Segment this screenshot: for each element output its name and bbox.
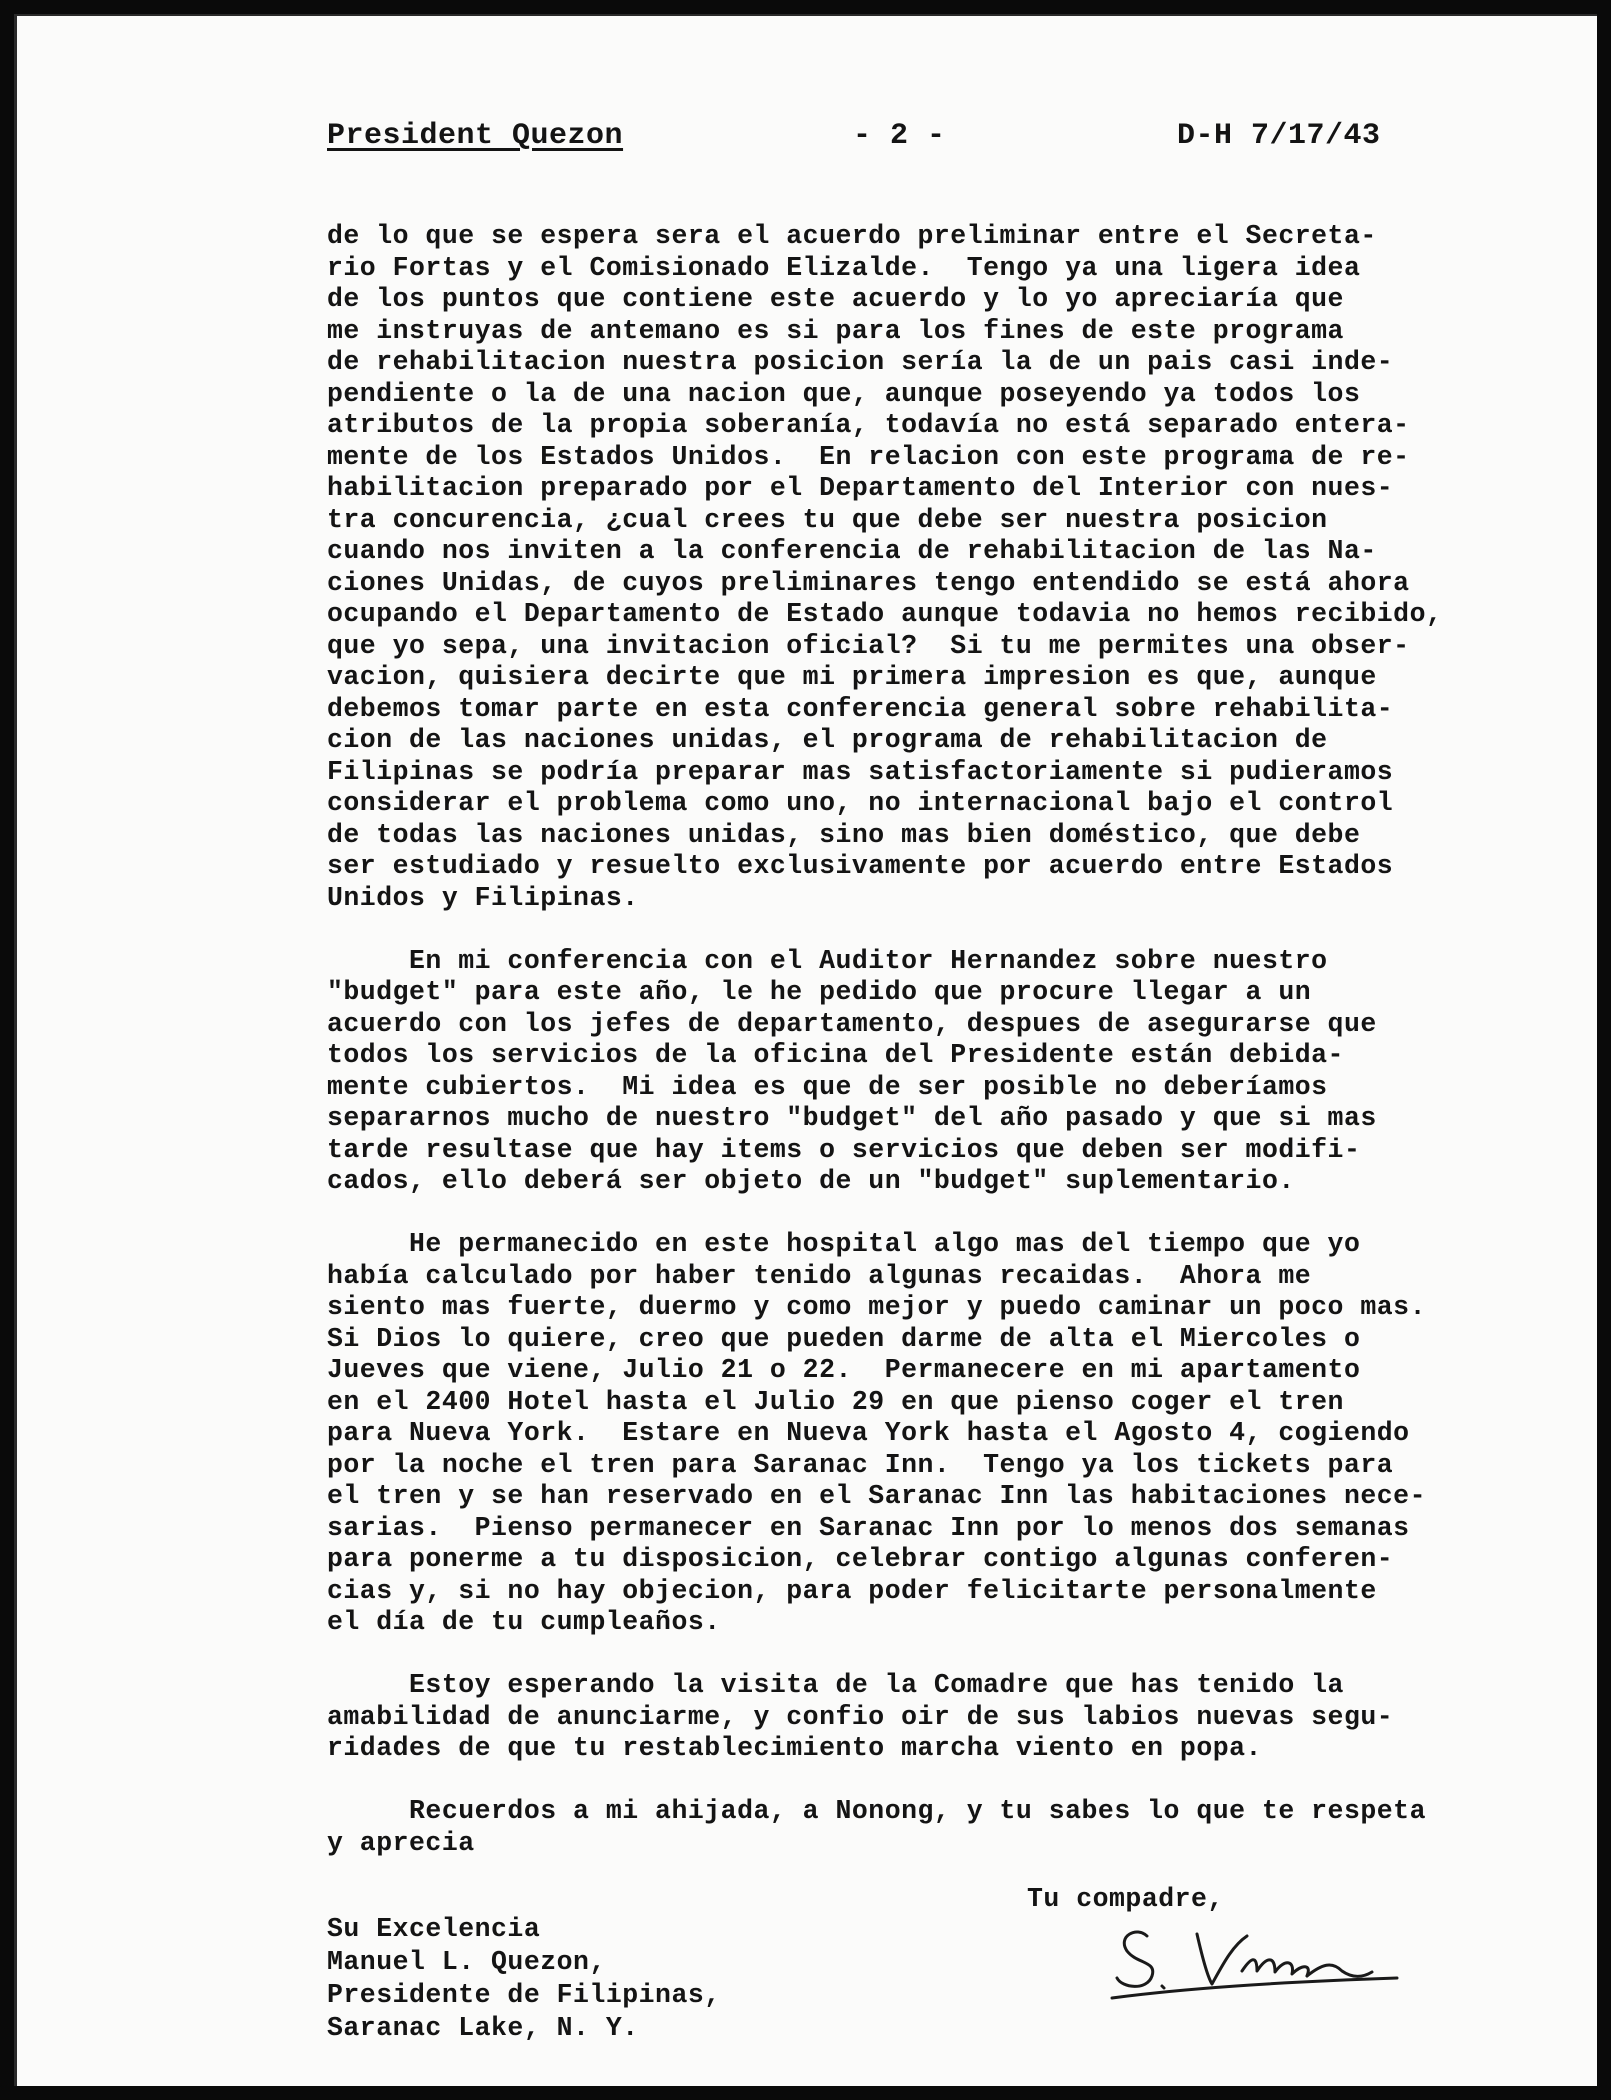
paragraph-gap <box>327 1198 1437 1230</box>
paragraph <box>327 946 1437 1198</box>
text-line: de lo que se espera sera el acuerdo preliminar entre el Secreta- <box>327 221 1377 251</box>
address-line: Saranac Lake, N. Y. <box>327 2013 639 2043</box>
text-line: que yo sepa, una invitacion oficial? Si tu me permites una obser- <box>327 630 1410 661</box>
text-line: el día de tu cumpleaños. <box>327 1607 721 1637</box>
closing-salutation: Tu compadre, <box>1027 1884 1224 1914</box>
text-line: de rehabilitacion nuestra posicion sería la de un pais casi inde- <box>327 347 1394 377</box>
text-line: "budget" para este año, le he pedido que procure llegar a un <box>327 977 1312 1007</box>
text-line: rio Fortas y el Comisionado Elizalde. Tengo ya una ligera idea <box>327 252 1361 283</box>
text-line: He permanecido en este hospital algo mas del tiempo que yo <box>327 1229 1361 1259</box>
text-line: debemos tomar parte en esta conferencia general sobre rehabilita- <box>327 693 1394 724</box>
text-line: pendiente o la de una nacion que, aunque poseyendo ya todos los <box>327 378 1361 409</box>
text-line: el tren y se han reservado en el Saranac Inn las habitaciones nece- <box>327 1481 1426 1511</box>
text-line: Unidos y Filipinas. <box>327 882 639 913</box>
text-line: había calculado por haber tenido algunas recaidas. Ahora me <box>327 1260 1312 1291</box>
text-line: de los puntos que contiene este acuerdo y lo yo apreciaría que <box>327 284 1344 314</box>
text-line: Jueves que viene, Julio 21 o 22. Permanecere en mi apartamento <box>327 1355 1361 1385</box>
text-line: cados, ello deberá ser objeto de un "budget" suplementario. <box>327 1166 1295 1196</box>
text-line: ridades de que tu restablecimiento marcha viento en popa. <box>327 1733 1262 1763</box>
paragraph <box>327 1229 1437 1639</box>
text-line: ocupando el Departamento de Estado aunque todavia no hemos recibido, <box>327 599 1443 629</box>
text-line: ciones Unidas, de cuyos preliminares tengo entendido se está ahora <box>327 567 1410 598</box>
letter-body <box>327 221 1443 1859</box>
paragraph <box>327 1670 1437 1765</box>
header-page-number: - 2 - <box>853 119 946 153</box>
text-line: atributos de la propia soberanía, todavía no está separado entera- <box>327 410 1410 440</box>
paragraph-gap <box>327 1639 1437 1671</box>
paragraph-gap <box>327 1765 1437 1797</box>
handwritten-signature <box>1107 1916 1407 2006</box>
text-line: en el 2400 Hotel hasta el Julio 29 en que pienso coger el tren <box>327 1386 1344 1417</box>
text-line: habilitacion preparado por el Departamento del Interior con nues- <box>327 473 1394 503</box>
text-line: separarnos mucho de nuestro "budget" del año pasado y que si mas <box>327 1103 1377 1133</box>
address-block <box>327 1913 721 2045</box>
text-line: cion de las naciones unidas, el programa de rehabilitacion de <box>327 725 1328 755</box>
text-line: Filipinas se podría preparar mas satisfactoriamente si pudieramos <box>327 756 1394 787</box>
paragraph-gap <box>327 914 1437 946</box>
page-header <box>17 119 1597 159</box>
text-line: cuando nos inviten a la conferencia de rehabilitacion de las Na- <box>327 536 1377 566</box>
text-line: tra concurencia, ¿cual crees tu que debe ser nuestra posicion <box>327 504 1328 535</box>
text-line: mente cubiertos. Mi idea es que de ser posible no deberíamos <box>327 1071 1328 1102</box>
text-line: para Nueva York. Estare en Nueva York hasta el Agosto 4, cogiendo <box>327 1418 1410 1448</box>
text-line: Recuerdos a mi ahijada, a Nonong, y tu sabes lo que te respeta <box>327 1796 1426 1826</box>
text-line: Estoy esperando la visita de la Comadre que has tenido la <box>327 1670 1344 1700</box>
text-line: considerar el problema como uno, no internacional bajo el control <box>327 788 1394 818</box>
text-line: por la noche el tren para Saranac Inn. Tengo ya los tickets para <box>327 1449 1394 1480</box>
header-recipient: President Quezon <box>327 119 624 153</box>
text-line: me instruyas de antemano es si para los fines de este programa <box>327 315 1344 346</box>
paragraph <box>327 221 1443 914</box>
text-line: acuerdo con los jefes de departamento, despues de asegurarse que <box>327 1008 1377 1039</box>
paragraph <box>327 1796 1437 1859</box>
text-line: sarias. Pienso permanecer en Saranac Inn por lo menos dos semanas <box>327 1512 1410 1543</box>
text-line: cias y, si no hay objecion, para poder felicitarte personalmente <box>327 1575 1377 1606</box>
letter-page <box>14 14 1597 2086</box>
text-line: Si Dios lo quiere, creo que pueden darme de alta el Miercoles o <box>327 1323 1361 1354</box>
header-reference: D-H 7/17/43 <box>1177 119 1381 153</box>
text-line: vacion, quisiera decirte que mi primera impresion es que, aunque <box>327 662 1377 692</box>
text-line: de todas las naciones unidas, sino mas bien doméstico, que debe <box>327 819 1361 850</box>
address-line: Manuel L. Quezon, <box>327 1947 606 1977</box>
text-line: En mi conferencia con el Auditor Hernandez sobre nuestro <box>327 945 1328 976</box>
text-line: ser estudiado y resuelto exclusivamente por acuerdo entre Estados <box>327 851 1394 881</box>
address-line: Su Excelencia <box>327 1914 541 1944</box>
text-line: amabilidad de anunciarme, y confio oir de sus labios nuevas segu- <box>327 1701 1394 1732</box>
text-line: mente de los Estados Unidos. En relacion con este programa de re- <box>327 441 1410 472</box>
text-line: tarde resultase que hay items o servicios que deben ser modifi- <box>327 1134 1361 1165</box>
address-line: Presidente de Filipinas, <box>327 1980 721 2010</box>
text-line: y aprecia <box>327 1827 475 1858</box>
text-line: para ponerme a tu disposicion, celebrar contigo algunas conferen- <box>327 1544 1394 1574</box>
text-line: todos los servicios de la oficina del Presidente están debida- <box>327 1040 1344 1070</box>
text-line: siento mas fuerte, duermo y como mejor y puedo caminar un poco mas. <box>327 1292 1426 1322</box>
